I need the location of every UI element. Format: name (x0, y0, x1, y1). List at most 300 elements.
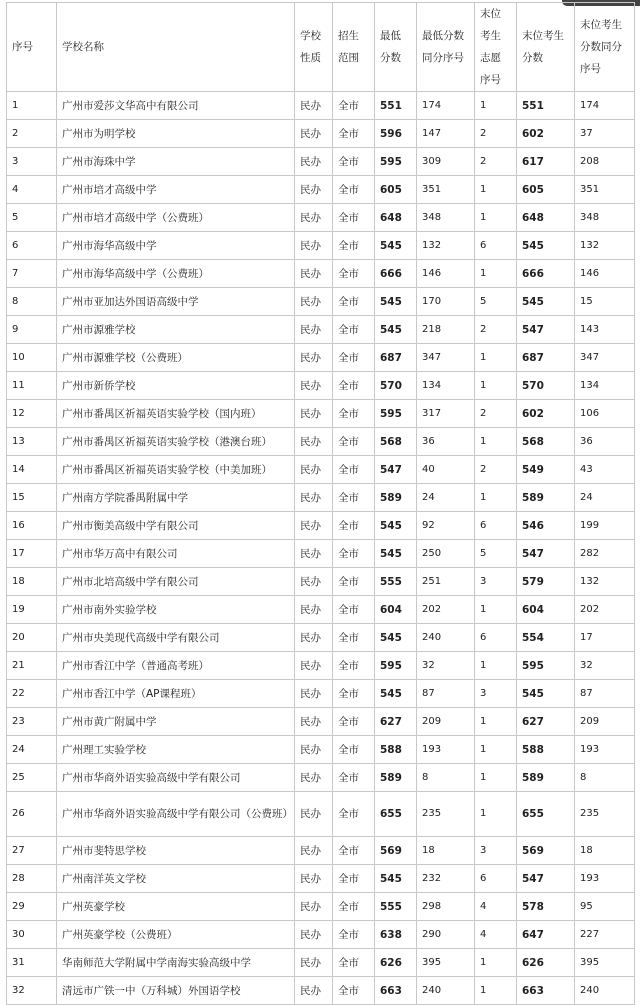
cell-last-score: 589 (517, 764, 575, 792)
cell-enrollment-scope: 全市 (333, 288, 375, 316)
table-row (7, 568, 635, 596)
cell-last-choice-order: 1 (475, 484, 517, 512)
cell-last-score: 547 (517, 540, 575, 568)
cell-school-type: 民办 (295, 512, 333, 540)
cell-min-score: 648 (375, 204, 417, 232)
cell-enrollment-scope: 全市 (333, 120, 375, 148)
cell-index: 27 (7, 837, 57, 865)
cell-last-score: 647 (517, 921, 575, 949)
cell-school-name: 广州市源雅学校（公费班） (57, 344, 295, 372)
cell-last-choice-order: 1 (475, 176, 517, 204)
cell-last-score: 545 (517, 288, 575, 316)
cell-school-type: 民办 (295, 596, 333, 624)
cell-enrollment-scope: 全市 (333, 428, 375, 456)
cell-school-name: 广州市黄广附属中学 (57, 708, 295, 736)
cell-min-score-rank: 232 (417, 865, 475, 893)
cell-last-score: 547 (517, 865, 575, 893)
cell-last-score-rank: 37 (575, 120, 635, 148)
cell-last-score-rank: 282 (575, 540, 635, 568)
cell-school-name: 广州市新侨学校 (57, 372, 295, 400)
cell-enrollment-scope: 全市 (333, 316, 375, 344)
cell-min-score: 569 (375, 837, 417, 865)
cell-last-choice-order: 6 (475, 232, 517, 260)
cell-min-score: 638 (375, 921, 417, 949)
cell-min-score: 545 (375, 624, 417, 652)
table-row (7, 624, 635, 652)
cell-school-name: 华南师范大学附属中学南海实验高级中学 (57, 949, 295, 977)
cell-enrollment-scope: 全市 (333, 260, 375, 288)
cell-last-score-rank: 132 (575, 232, 635, 260)
cell-last-score: 545 (517, 680, 575, 708)
cell-last-score-rank: 209 (575, 708, 635, 736)
cell-school-name: 清远市广铁一中（万科城）外国语学校 (57, 977, 295, 1005)
cell-min-score-rank: 32 (417, 652, 475, 680)
cell-last-choice-order: 6 (475, 865, 517, 893)
cell-last-choice-order: 1 (475, 736, 517, 764)
cell-last-score-rank: 193 (575, 865, 635, 893)
cell-last-score-rank: 143 (575, 316, 635, 344)
cell-last-score-rank: 351 (575, 176, 635, 204)
cell-school-name: 广州市培才高级中学 (57, 176, 295, 204)
cell-last-choice-order: 5 (475, 540, 517, 568)
cell-min-score: 545 (375, 680, 417, 708)
table-row (7, 921, 635, 949)
cell-last-score-rank: 193 (575, 736, 635, 764)
cell-last-choice-order: 2 (475, 316, 517, 344)
cell-school-name: 广州市南外实验学校 (57, 596, 295, 624)
cell-school-type: 民办 (295, 260, 333, 288)
table-row (7, 176, 635, 204)
cell-min-score: 547 (375, 456, 417, 484)
cell-last-score: 627 (517, 708, 575, 736)
cell-last-score: 604 (517, 596, 575, 624)
cell-last-choice-order: 3 (475, 680, 517, 708)
cell-last-choice-order: 4 (475, 893, 517, 921)
cell-enrollment-scope: 全市 (333, 456, 375, 484)
cell-min-score: 551 (375, 92, 417, 120)
table-row (7, 400, 635, 428)
cell-last-score-rank: 18 (575, 837, 635, 865)
cell-enrollment-scope: 全市 (333, 792, 375, 837)
cell-last-score-rank: 106 (575, 400, 635, 428)
cell-min-score: 655 (375, 792, 417, 837)
cell-school-type: 民办 (295, 921, 333, 949)
cell-school-name: 广州市爱莎文华高中有限公司 (57, 92, 295, 120)
header-last-score-rank: 末位考生分数同分序号 (575, 3, 635, 92)
table-row (7, 652, 635, 680)
cell-index: 13 (7, 428, 57, 456)
cell-enrollment-scope: 全市 (333, 568, 375, 596)
cell-min-score-rank: 290 (417, 921, 475, 949)
cell-enrollment-scope: 全市 (333, 764, 375, 792)
cell-min-score: 663 (375, 977, 417, 1005)
cell-last-score-rank: 15 (575, 288, 635, 316)
cell-school-name: 广州英豪学校 (57, 893, 295, 921)
cell-last-choice-order: 1 (475, 372, 517, 400)
cell-min-score-rank: 298 (417, 893, 475, 921)
cell-enrollment-scope: 全市 (333, 92, 375, 120)
cell-min-score: 545 (375, 512, 417, 540)
cell-last-score: 648 (517, 204, 575, 232)
cell-school-name: 广州市番禺区祈福英语实验学校（国内班） (57, 400, 295, 428)
cell-last-score-rank: 348 (575, 204, 635, 232)
cell-min-score-rank: 209 (417, 708, 475, 736)
cell-index: 19 (7, 596, 57, 624)
cell-min-score-rank: 8 (417, 764, 475, 792)
cell-min-score: 588 (375, 736, 417, 764)
cell-index: 4 (7, 176, 57, 204)
cell-school-type: 民办 (295, 792, 333, 837)
header-school-name: 学校名称 (57, 3, 295, 92)
cell-index: 14 (7, 456, 57, 484)
cell-last-choice-order: 2 (475, 120, 517, 148)
cell-school-type: 民办 (295, 176, 333, 204)
cell-index: 5 (7, 204, 57, 232)
cell-min-score-rank: 395 (417, 949, 475, 977)
cell-last-score: 617 (517, 148, 575, 176)
cell-min-score: 604 (375, 596, 417, 624)
cell-enrollment-scope: 全市 (333, 596, 375, 624)
cell-enrollment-scope: 全市 (333, 400, 375, 428)
cell-school-name: 广州市斐特思学校 (57, 837, 295, 865)
cell-school-type: 民办 (295, 428, 333, 456)
cell-index: 8 (7, 288, 57, 316)
cell-min-score: 589 (375, 484, 417, 512)
cell-last-choice-order: 1 (475, 792, 517, 837)
cell-school-name: 广州市海华高级中学 (57, 232, 295, 260)
cell-last-choice-order: 1 (475, 652, 517, 680)
table-row (7, 865, 635, 893)
cell-index: 12 (7, 400, 57, 428)
cell-last-choice-order: 2 (475, 456, 517, 484)
cell-school-name: 广州南洋英文学校 (57, 865, 295, 893)
cell-min-score: 595 (375, 652, 417, 680)
cell-min-score-rank: 134 (417, 372, 475, 400)
cell-school-name: 广州市番禺区祈福英语实验学校（中美加班） (57, 456, 295, 484)
cell-enrollment-scope: 全市 (333, 512, 375, 540)
cell-min-score-rank: 87 (417, 680, 475, 708)
cell-index: 18 (7, 568, 57, 596)
table-row (7, 428, 635, 456)
cell-min-score-rank: 348 (417, 204, 475, 232)
cell-school-type: 民办 (295, 837, 333, 865)
cell-index: 3 (7, 148, 57, 176)
cell-min-score-rank: 235 (417, 792, 475, 837)
cell-school-name: 广州市央美现代高级中学有限公司 (57, 624, 295, 652)
cell-index: 30 (7, 921, 57, 949)
cell-school-name: 广州市源雅学校 (57, 316, 295, 344)
cell-min-score-rank: 18 (417, 837, 475, 865)
table-row (7, 708, 635, 736)
cell-school-name: 广州市番禺区祈福英语实验学校（港澳台班） (57, 428, 295, 456)
cell-school-type: 民办 (295, 204, 333, 232)
cell-enrollment-scope: 全市 (333, 624, 375, 652)
cell-min-score: 605 (375, 176, 417, 204)
cell-min-score: 570 (375, 372, 417, 400)
cell-school-type: 民办 (295, 344, 333, 372)
table-row (7, 288, 635, 316)
cell-last-score-rank: 24 (575, 484, 635, 512)
cell-school-type: 民办 (295, 624, 333, 652)
cell-enrollment-scope: 全市 (333, 372, 375, 400)
cell-school-name: 广州市北培高级中学有限公司 (57, 568, 295, 596)
cell-last-score-rank: 87 (575, 680, 635, 708)
cell-enrollment-scope: 全市 (333, 921, 375, 949)
header-min-score: 最低分数 (375, 3, 417, 92)
cell-last-score: 569 (517, 837, 575, 865)
cell-school-name: 广州市为明学校 (57, 120, 295, 148)
cell-last-choice-order: 1 (475, 260, 517, 288)
table-row (7, 977, 635, 1005)
cell-school-type: 民办 (295, 736, 333, 764)
cell-min-score-rank: 202 (417, 596, 475, 624)
cell-school-name: 广州市香江中学（AP课程班） (57, 680, 295, 708)
cell-min-score-rank: 24 (417, 484, 475, 512)
cell-school-type: 民办 (295, 708, 333, 736)
cell-last-choice-order: 1 (475, 428, 517, 456)
cell-index: 31 (7, 949, 57, 977)
cell-index: 9 (7, 316, 57, 344)
cell-last-choice-order: 1 (475, 92, 517, 120)
cell-last-choice-order: 2 (475, 148, 517, 176)
cell-enrollment-scope: 全市 (333, 232, 375, 260)
cell-enrollment-scope: 全市 (333, 736, 375, 764)
table-row (7, 372, 635, 400)
cell-min-score-rank: 347 (417, 344, 475, 372)
cell-enrollment-scope: 全市 (333, 865, 375, 893)
header-min-score-rank: 最低分数同分序号 (417, 3, 475, 92)
cell-school-name: 广州市海珠中学 (57, 148, 295, 176)
cell-enrollment-scope: 全市 (333, 148, 375, 176)
cell-min-score-rank: 132 (417, 232, 475, 260)
cell-index: 10 (7, 344, 57, 372)
cell-last-score-rank: 174 (575, 92, 635, 120)
table-row (7, 456, 635, 484)
cell-min-score: 666 (375, 260, 417, 288)
cell-last-score-rank: 240 (575, 977, 635, 1005)
cell-school-type: 民办 (295, 148, 333, 176)
cell-last-score: 655 (517, 792, 575, 837)
cell-school-name: 广州英豪学校（公费班） (57, 921, 295, 949)
cell-last-choice-order: 2 (475, 400, 517, 428)
cell-last-score-rank: 235 (575, 792, 635, 837)
cell-enrollment-scope: 全市 (333, 484, 375, 512)
cell-school-type: 民办 (295, 680, 333, 708)
cell-enrollment-scope: 全市 (333, 949, 375, 977)
cell-min-score-rank: 240 (417, 977, 475, 1005)
cell-enrollment-scope: 全市 (333, 893, 375, 921)
table-row (7, 204, 635, 232)
table-row (7, 680, 635, 708)
cell-last-score-rank: 202 (575, 596, 635, 624)
table-row (7, 837, 635, 865)
table-header-row (7, 3, 635, 92)
cell-min-score: 627 (375, 708, 417, 736)
cell-enrollment-scope: 全市 (333, 204, 375, 232)
cell-school-name: 广州市华万高中有限公司 (57, 540, 295, 568)
cell-last-choice-order: 6 (475, 512, 517, 540)
table-row (7, 260, 635, 288)
cell-school-name: 广州市亚加达外国语高级中学 (57, 288, 295, 316)
cell-school-type: 民办 (295, 120, 333, 148)
cell-school-type: 民办 (295, 652, 333, 680)
cell-last-score-rank: 36 (575, 428, 635, 456)
cell-index: 28 (7, 865, 57, 893)
table-row (7, 120, 635, 148)
cell-enrollment-scope: 全市 (333, 652, 375, 680)
cell-min-score-rank: 317 (417, 400, 475, 428)
cell-school-name: 广州市华商外语实验高级中学有限公司 (57, 764, 295, 792)
cell-min-score-rank: 351 (417, 176, 475, 204)
cell-last-score: 605 (517, 176, 575, 204)
cell-last-choice-order: 4 (475, 921, 517, 949)
cell-last-score-rank: 134 (575, 372, 635, 400)
cell-index: 26 (7, 792, 57, 837)
cell-last-score: 547 (517, 316, 575, 344)
table-row (7, 232, 635, 260)
cell-last-score: 687 (517, 344, 575, 372)
cell-last-choice-order: 3 (475, 568, 517, 596)
cell-last-choice-order: 1 (475, 596, 517, 624)
cell-min-score: 545 (375, 232, 417, 260)
table-row (7, 484, 635, 512)
cell-min-score: 595 (375, 400, 417, 428)
cell-index: 24 (7, 736, 57, 764)
cell-min-score-rank: 218 (417, 316, 475, 344)
table-row (7, 540, 635, 568)
table-row (7, 792, 635, 837)
cell-min-score-rank: 240 (417, 624, 475, 652)
table-row (7, 344, 635, 372)
cell-last-score-rank: 146 (575, 260, 635, 288)
cell-index: 21 (7, 652, 57, 680)
cell-enrollment-scope: 全市 (333, 977, 375, 1005)
cell-min-score-rank: 92 (417, 512, 475, 540)
cell-school-type: 民办 (295, 865, 333, 893)
header-school-type: 学校性质 (295, 3, 333, 92)
cell-min-score: 595 (375, 148, 417, 176)
cell-school-name: 广州市海华高级中学（公费班） (57, 260, 295, 288)
cell-enrollment-scope: 全市 (333, 540, 375, 568)
cell-last-score: 626 (517, 949, 575, 977)
cell-school-type: 民办 (295, 456, 333, 484)
table-row (7, 736, 635, 764)
cell-index: 17 (7, 540, 57, 568)
table-row (7, 92, 635, 120)
cell-index: 32 (7, 977, 57, 1005)
cell-last-score: 663 (517, 977, 575, 1005)
cell-min-score-rank: 250 (417, 540, 475, 568)
cell-index: 15 (7, 484, 57, 512)
cell-enrollment-scope: 全市 (333, 176, 375, 204)
header-last-score: 末位考生分数 (517, 3, 575, 92)
cell-index: 20 (7, 624, 57, 652)
cell-min-score: 545 (375, 540, 417, 568)
cell-last-score: 578 (517, 893, 575, 921)
cell-last-choice-order: 3 (475, 837, 517, 865)
cell-last-score-rank: 132 (575, 568, 635, 596)
cell-school-type: 民办 (295, 372, 333, 400)
cell-last-score-rank: 95 (575, 893, 635, 921)
cell-enrollment-scope: 全市 (333, 837, 375, 865)
cell-last-score: 589 (517, 484, 575, 512)
cell-min-score: 589 (375, 764, 417, 792)
cell-enrollment-scope: 全市 (333, 708, 375, 736)
admission-score-table (6, 2, 635, 1005)
cell-last-score-rank: 17 (575, 624, 635, 652)
cell-index: 22 (7, 680, 57, 708)
cell-index: 29 (7, 893, 57, 921)
table-row (7, 596, 635, 624)
cell-last-score-rank: 8 (575, 764, 635, 792)
cell-index: 16 (7, 512, 57, 540)
table-row (7, 893, 635, 921)
cell-school-type: 民办 (295, 764, 333, 792)
cell-school-type: 民办 (295, 949, 333, 977)
cell-index: 23 (7, 708, 57, 736)
cell-last-score: 551 (517, 92, 575, 120)
cell-school-type: 民办 (295, 893, 333, 921)
cell-last-score: 554 (517, 624, 575, 652)
cell-last-choice-order: 1 (475, 977, 517, 1005)
cell-index: 7 (7, 260, 57, 288)
cell-index: 1 (7, 92, 57, 120)
cell-last-score: 588 (517, 736, 575, 764)
cell-last-score: 602 (517, 120, 575, 148)
cell-min-score: 555 (375, 568, 417, 596)
cell-school-type: 民办 (295, 540, 333, 568)
cell-last-score-rank: 43 (575, 456, 635, 484)
cell-last-score: 546 (517, 512, 575, 540)
cell-school-type: 民办 (295, 484, 333, 512)
cell-last-score: 602 (517, 400, 575, 428)
cell-school-name: 广州市衡美高级中学有限公司 (57, 512, 295, 540)
cell-min-score-rank: 146 (417, 260, 475, 288)
cell-last-score: 595 (517, 652, 575, 680)
table-row (7, 148, 635, 176)
cell-last-score-rank: 347 (575, 344, 635, 372)
cell-last-choice-order: 1 (475, 708, 517, 736)
cell-school-type: 民办 (295, 288, 333, 316)
cell-min-score-rank: 147 (417, 120, 475, 148)
cell-index: 11 (7, 372, 57, 400)
cell-last-score: 545 (517, 232, 575, 260)
cell-min-score: 568 (375, 428, 417, 456)
cell-last-score-rank: 208 (575, 148, 635, 176)
cell-school-name: 广州市香江中学（普通高考班） (57, 652, 295, 680)
cell-min-score: 555 (375, 893, 417, 921)
cell-min-score-rank: 193 (417, 736, 475, 764)
cell-last-score-rank: 227 (575, 921, 635, 949)
header-last-choice-order: 末位考生志愿序号 (475, 3, 517, 92)
cell-index: 6 (7, 232, 57, 260)
table-row (7, 316, 635, 344)
table-row (7, 512, 635, 540)
table-row (7, 949, 635, 977)
cell-enrollment-scope: 全市 (333, 680, 375, 708)
cell-min-score: 545 (375, 288, 417, 316)
cell-min-score-rank: 40 (417, 456, 475, 484)
cell-last-choice-order: 1 (475, 204, 517, 232)
cell-last-choice-order: 1 (475, 949, 517, 977)
cell-min-score-rank: 36 (417, 428, 475, 456)
cell-last-choice-order: 1 (475, 764, 517, 792)
cell-last-score-rank: 32 (575, 652, 635, 680)
cell-min-score: 626 (375, 949, 417, 977)
cell-min-score-rank: 174 (417, 92, 475, 120)
cell-min-score: 687 (375, 344, 417, 372)
cell-school-type: 民办 (295, 400, 333, 428)
